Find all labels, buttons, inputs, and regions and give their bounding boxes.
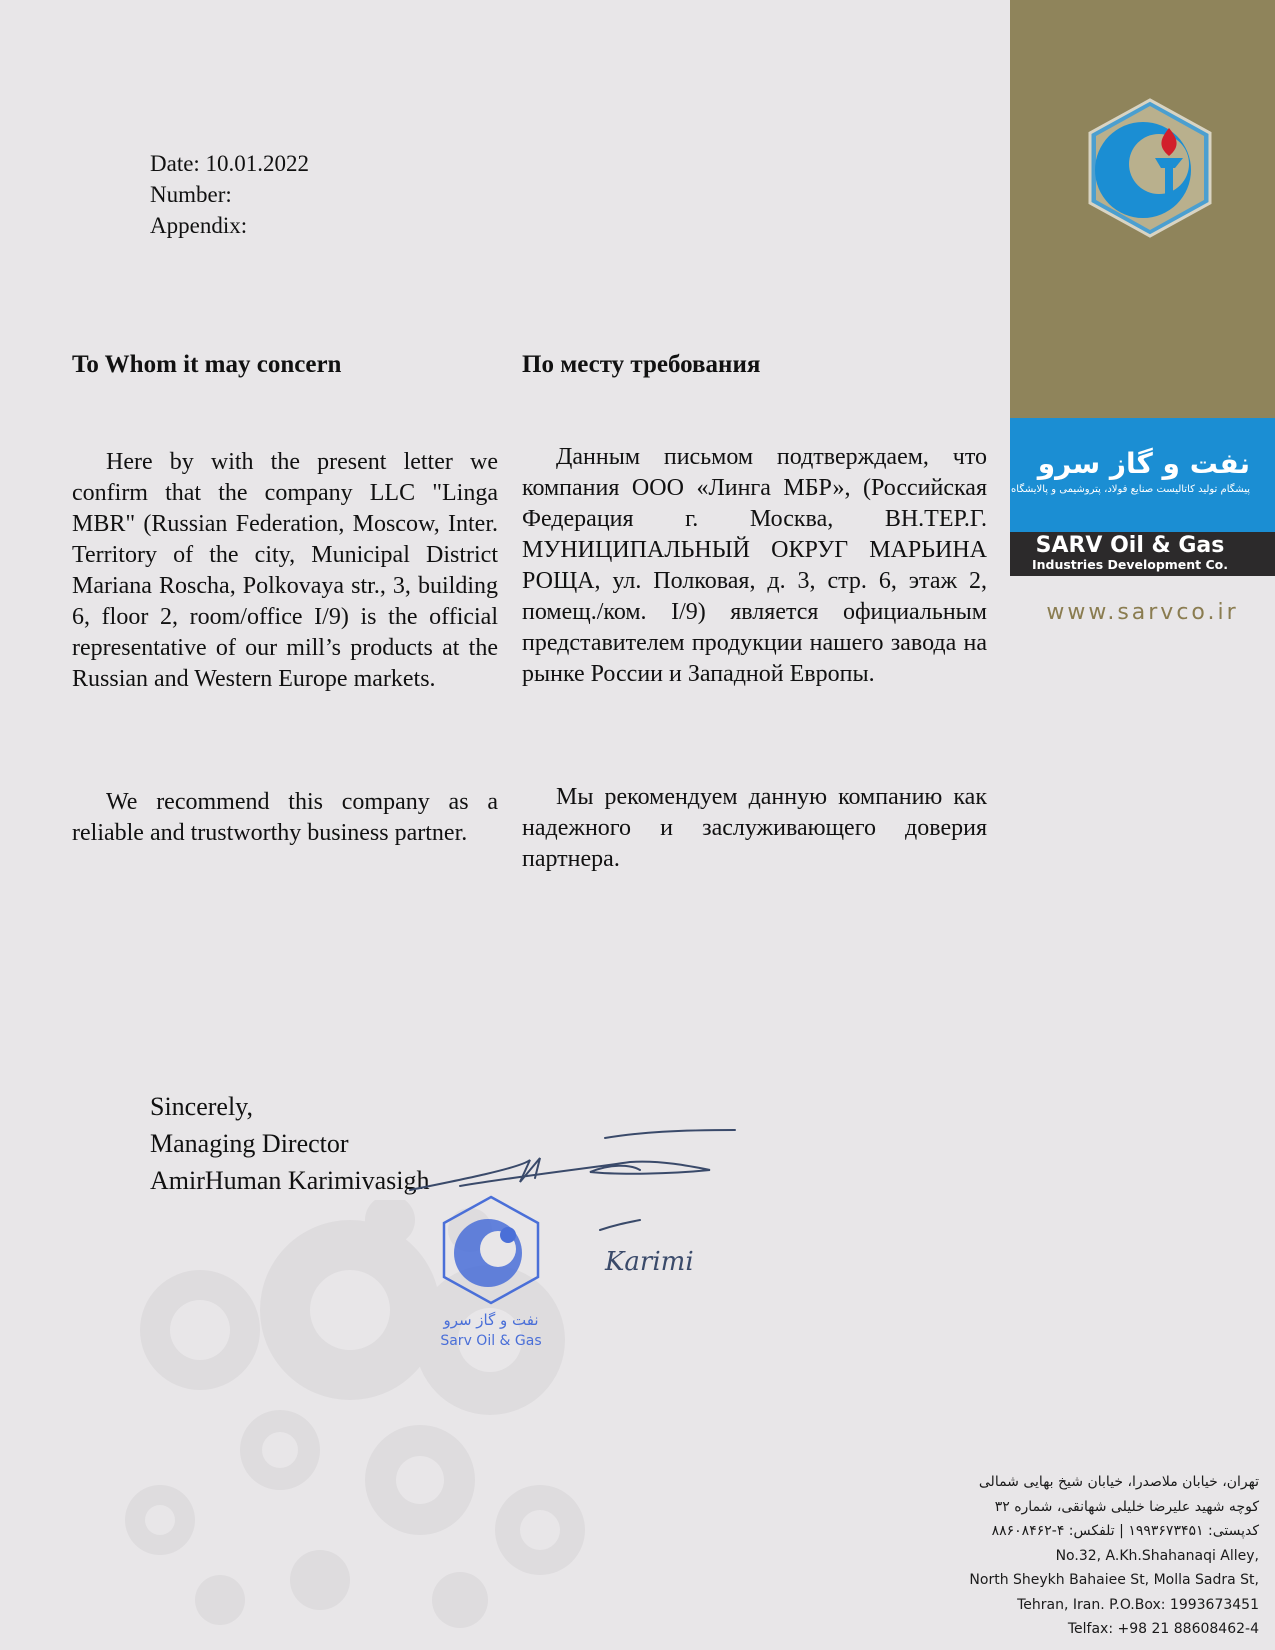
sarv-logo (1085, 98, 1215, 238)
address-fa-line-2: کوچه شهید علیرضا خلیلی شهانقی، شماره ۳۲ (994, 1498, 1259, 1515)
signature-script-text: Karimi (605, 1247, 694, 1277)
date-line: Date: 10.01.2022 (150, 151, 310, 176)
letter-meta (150, 148, 309, 241)
closing-line: Sincerely, (150, 1092, 253, 1121)
stamp-latin-text: Sarv Oil & Gas (440, 1333, 542, 1349)
stamp-persian-text: نفت و گاز سرو (443, 1311, 539, 1329)
english-paragraph-2: We recommend this company as a reliable and trustworthy business partner. (72, 789, 498, 846)
brand-name: SARV Oil & Gas (1035, 533, 1225, 558)
address-en-line-2: North Sheykh Bahaiee St, Molla Sadra St, (969, 1572, 1259, 1588)
address-en-line-1: No.32, A.Kh.Shahanaqi Alley, (1055, 1547, 1259, 1564)
company-stamp (436, 1195, 551, 1355)
address-fa-line-1: تهران، خیابان ملاصدرا، خیابان شیخ بهایی شمالی (978, 1474, 1259, 1490)
sidebar-persian-subtitle: پیشگام تولید کاتالیست صنایع فولاد، پتروشیمی و پالایشگاه (1011, 484, 1250, 495)
sidebar-persian-title: نفت و گاز سرو (1037, 447, 1250, 480)
appendix-line: Appendix: (150, 213, 248, 238)
signature-block (150, 1088, 429, 1199)
website-link[interactable]: www.sarvco.ir (1046, 600, 1239, 625)
address-en-line-4: Telfax: +98 21 88608462-4 (1067, 1621, 1259, 1637)
brand-subtitle: Industries Development Co. (1031, 557, 1229, 572)
russian-heading: По месту требования (522, 351, 761, 378)
signer-title: Managing Director (150, 1129, 349, 1158)
russian-paragraph-1: Данным письмом подтверждаем, что компания ООО «Линга МБР», (Российская Федерация г. Москва, ВН.ТЕР.Г. МУНИЦИПАЛЬНЫЙ ОКРУГ МАРЬИНА РОЩА, ул. Полковая, д. 3, стр. 6, этаж 2, помещ./ком. I/9) является официальным представителем продукции нашего завода на рынке России и Западной Европы. (522, 444, 987, 687)
signer-name: AmirHuman Karimivasigh (150, 1166, 430, 1195)
address-en-line-3: Tehran, Iran. P.O.Box: 1993673451 (1017, 1596, 1259, 1613)
russian-paragraph-2: Мы рекомендуем данную компанию как надежного и заслуживающего доверия партнера. (522, 784, 987, 872)
english-paragraph-1: Here by with the present letter we confirm that the company LLC "Linga MBR" (Russian Federation, Moscow, Inter. Territory of the city, Municipal District Mariana Roscha, Polkovaya str., 3, building 6, floor 2, room/office I/9) is the official representative of our mill’s products at the Russian and Western Europe markets. (72, 449, 498, 692)
english-heading: To Whom it may concern (72, 351, 342, 378)
number-line: Number: (150, 182, 232, 207)
address-block (969, 1470, 1259, 1642)
address-fa-line-3: کدپستی: ۱۹۹۳۶۷۳۴۵۱ | تلفکس: ۴-۸۸۶۰۸۴۶۲ (991, 1523, 1259, 1539)
